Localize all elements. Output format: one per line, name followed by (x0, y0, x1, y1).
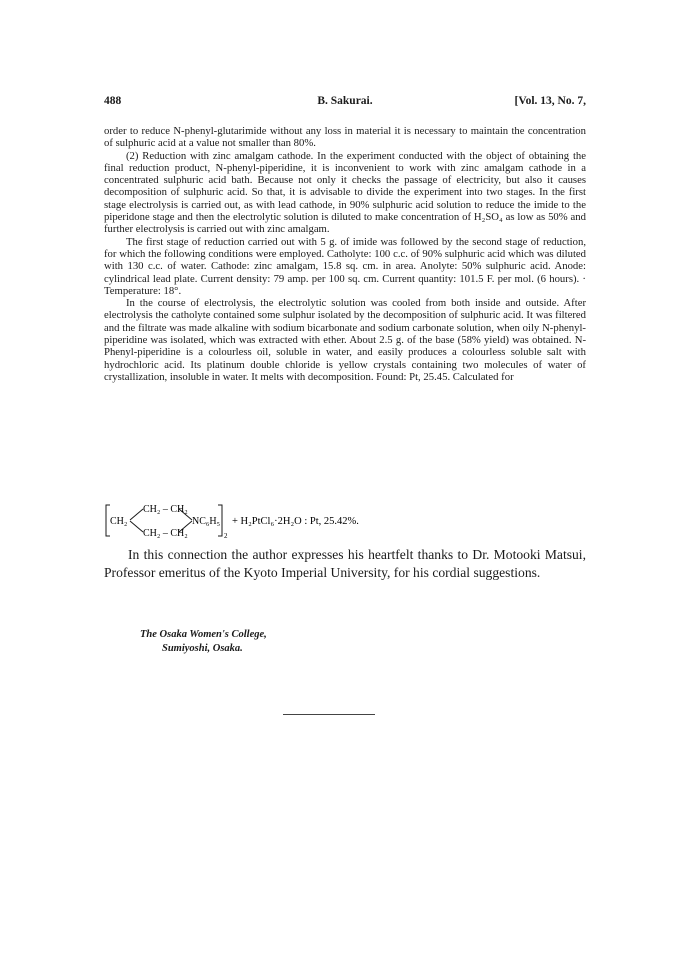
body-text (104, 125, 586, 383)
formula-rest: + H₂PtCl₆·2H₂O : Pt, 25.42%. (232, 516, 359, 527)
acknowledgement-text: In this connection the author expresses his heartfelt thanks to Dr. Motooki Matsui, Professor emeritus of the Kyoto Imperial University, for his cordial suggestions. (104, 547, 586, 580)
paragraph-zinc-amalgam: (2) Reduction with zinc amalgam cathode. In the experiment conducted with the object of obtaining the final reduction product, N-phenyl-piperidine, it is inconvenient to work with zinc amalgam cathode in a concentrated sulphuric acid bath. Because not only it checks the passage of electricity, but also it causes decomposition of sulphuric acid. So that, it is advisable to divide the experiment into two stages. In the first stage electrolysis is carried out, as with lead cathode, in 90% sulphuric acid solution to reduce the imide to the piperidone stage and then the electrolytic solution is diluted to make concentration of H₂SO₄ as low as 50% and further electrolysis is carried out with zinc amalgam. (104, 149, 586, 236)
page-number: 488 (104, 95, 122, 107)
formula-left-group: CH₂ (110, 516, 128, 527)
platinum-salt-formula (104, 500, 444, 540)
paragraph-continuation: order to reduce N-phenyl-glutarimide without any loss in material it is necessary to maintain the concentration of sulphuric acid at a value not smaller than 80%. (104, 125, 586, 150)
paragraph-electrolysis: In the course of electrolysis, the electrolytic solution was cooled from both inside and outside. After electrolysis the catholyte contained some sulphur isolated by the decomposition of sulphuric acid. It was filtered and the filtrate was made alkaline with sodium bicarbonate and sodium carbonate solution, when oily N-phenyl-piperidine was isolated, which was extracted with ether. About 2.5 g. of the base (58% yield) was obtained. N-Phenyl-piperidine is a colourless oil, soluble in water, and easily produces a colourless soluble salt with hydrochloric acid. Its platinum double chloride is yellow crystals containing two molecules of water of crystallization, insoluble in water. It melts with decomposition. Found: Pt, 25.45. Calculated for (104, 297, 586, 383)
paragraph-conditions: The first stage of reduction carried out with 5 g. of imide was followed by the second stage of reduction, for which the following conditions were employed. Catholyte: 100 c.c. of 90% sulphuric acid which was diluted with 130 c.c. of water. Cathode: zinc amalgam, 15.8 sq. cm. in area. Anolyte: 50% sulphuric acid. Anode: cylindrical lead plate. Current density: 79 amp. per 100 sq. cm. Current quantity: 101.5 F. per mol. (6 hours). · Temperature: 18°. (104, 235, 586, 297)
running-header (104, 95, 586, 111)
affiliation-location: Sumiyoshi, Osaka. (162, 643, 243, 654)
acknowledgement (104, 546, 586, 581)
formula-top-group: CH₂ – CH₂ (143, 504, 188, 515)
volume-info: [Vol. 13, No. 7, (514, 95, 586, 107)
running-author: B. Sakurai. (317, 95, 373, 107)
affiliation-college: The Osaka Women's College, (140, 629, 267, 640)
formula-bottom-group: CH₂ – CH₂ (143, 528, 188, 539)
affiliation (140, 628, 267, 656)
formula-subscript: 2 (224, 532, 228, 540)
formula-right-group: NC₆H₅ (192, 516, 221, 527)
end-rule (283, 714, 375, 715)
